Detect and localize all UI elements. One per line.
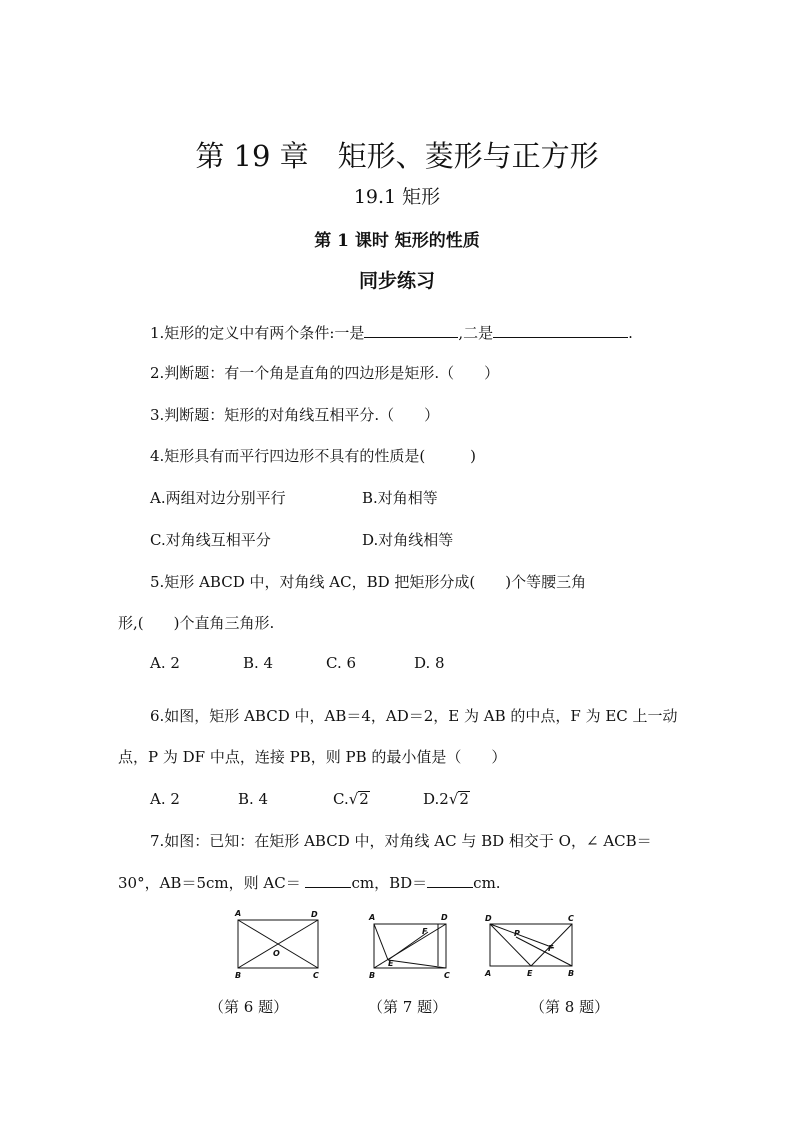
q5-option-d[interactable]: D. 8 bbox=[414, 654, 445, 672]
q6-option-c-radicand: 2 bbox=[359, 790, 369, 808]
fig8-label-p: P bbox=[514, 929, 520, 938]
q6-option-d-radicand: 2 bbox=[459, 790, 469, 808]
figure-8-caption: （第 8 题） bbox=[530, 998, 610, 1016]
q5-option-c[interactable]: C. 6 bbox=[326, 654, 357, 672]
figure-8 bbox=[480, 904, 580, 984]
exercise-title: 同步练习 bbox=[358, 270, 435, 292]
fig8-label-b: B bbox=[568, 969, 575, 978]
fig8-segment-de bbox=[490, 924, 531, 966]
question-6-line2: 点，P 为 DF 中点，连接 PB，则 PB 的最小值是（ ） bbox=[118, 748, 507, 766]
fig7-segment-ef bbox=[388, 932, 428, 960]
question-3: 3.判断题：矩形的对角线互相平分.（ ） bbox=[150, 406, 440, 424]
fig8-label-d: D bbox=[485, 914, 492, 923]
fig7-label-d: D bbox=[441, 913, 448, 922]
q5-option-b[interactable]: B. 4 bbox=[243, 654, 274, 672]
q4-option-a[interactable]: A.两组对边分别平行 bbox=[150, 489, 286, 507]
q6-option-d-label: D.2 bbox=[423, 790, 449, 808]
fig7-label-c: C bbox=[444, 971, 450, 980]
lesson-title: 第 1 课时 矩形的性质 bbox=[314, 231, 480, 251]
q6-option-d[interactable] bbox=[423, 790, 470, 808]
section-title: 19.1 矩形 bbox=[353, 186, 441, 208]
fig6-label-d: D bbox=[311, 910, 318, 919]
q1-blank-2[interactable] bbox=[493, 322, 628, 338]
figure-7 bbox=[364, 904, 464, 984]
fig7-label-a: A bbox=[369, 913, 376, 922]
question-1 bbox=[150, 322, 633, 343]
fig8-label-c: C bbox=[568, 914, 574, 923]
q7-text-a: 30°，AB＝5cm，则 AC＝ bbox=[118, 874, 301, 892]
fig7-label-e: E bbox=[388, 959, 394, 968]
fig8-segment-pb bbox=[516, 937, 572, 966]
q1-text-c: . bbox=[628, 324, 633, 342]
question-4: 4.矩形具有而平行四边形不具有的性质是( ) bbox=[150, 447, 477, 465]
q4-option-b[interactable]: B.对角相等 bbox=[362, 489, 438, 507]
question-5-line1: 5.矩形 ABCD 中，对角线 AC，BD 把矩形分成( )个等腰三角 bbox=[150, 573, 587, 591]
figure-6-caption: （第 6 题） bbox=[209, 998, 289, 1016]
q6-option-a[interactable]: A. 2 bbox=[150, 790, 180, 808]
figure-6 bbox=[228, 904, 328, 984]
question-7-line2 bbox=[118, 872, 501, 893]
fig6-label-c: C bbox=[313, 971, 319, 980]
q1-blank-1[interactable] bbox=[364, 322, 458, 338]
q6-option-c[interactable] bbox=[333, 790, 370, 808]
q7-blank-bd[interactable] bbox=[427, 872, 473, 888]
fig7-segment-ec bbox=[388, 960, 446, 968]
fig6-label-a: A bbox=[235, 909, 242, 918]
fig6-label-b: B bbox=[235, 971, 242, 980]
question-2: 2.判断题：有一个角是直角的四边形是矩形.（ ） bbox=[150, 364, 500, 382]
q4-option-c[interactable]: C.对角线互相平分 bbox=[150, 531, 271, 549]
fig7-segment-ae bbox=[374, 924, 388, 960]
fig7-label-f: F bbox=[422, 927, 428, 936]
q1-text-a: 1.矩形的定义中有两个条件:一是 bbox=[150, 324, 365, 342]
question-6-line1: 6.如图，矩形 ABCD 中，AB＝4，AD＝2，E 为 AB 的中点，F 为 EC 上一动 bbox=[150, 707, 678, 725]
fig7-label-b: B bbox=[369, 971, 376, 980]
question-5-line2: 形,( )个直角三角形. bbox=[118, 614, 275, 632]
q7-blank-ac[interactable] bbox=[305, 872, 351, 888]
fig7-diagonal-bd bbox=[374, 924, 446, 968]
q7-text-b: cm，BD＝ bbox=[351, 874, 428, 892]
q6-option-c-label: C. bbox=[333, 790, 349, 808]
fig8-segment-df bbox=[490, 924, 554, 948]
question-7-line1: 7.如图：已知：在矩形 ABCD 中，对角线 AC 与 BD 相交于 O，∠ ACB＝ bbox=[150, 832, 652, 850]
q5-option-a[interactable]: A. 2 bbox=[150, 654, 180, 672]
q6-option-b[interactable]: B. 4 bbox=[238, 790, 269, 808]
sqrt-symbol: √ bbox=[348, 790, 359, 808]
q4-option-d[interactable]: D.对角线相等 bbox=[362, 531, 454, 549]
figure-7-caption: （第 7 题） bbox=[368, 998, 448, 1016]
q7-text-c: cm. bbox=[473, 874, 501, 892]
fig8-label-a: A bbox=[485, 969, 492, 978]
fig6-label-o: O bbox=[273, 949, 280, 958]
fig8-label-f: F bbox=[548, 944, 554, 953]
sqrt-symbol: √ bbox=[448, 790, 459, 808]
chapter-title: 第 19 章 矩形、菱形与正方形 bbox=[195, 139, 599, 173]
q1-text-b: ,二是 bbox=[458, 324, 494, 342]
fig8-label-e: E bbox=[527, 969, 533, 978]
